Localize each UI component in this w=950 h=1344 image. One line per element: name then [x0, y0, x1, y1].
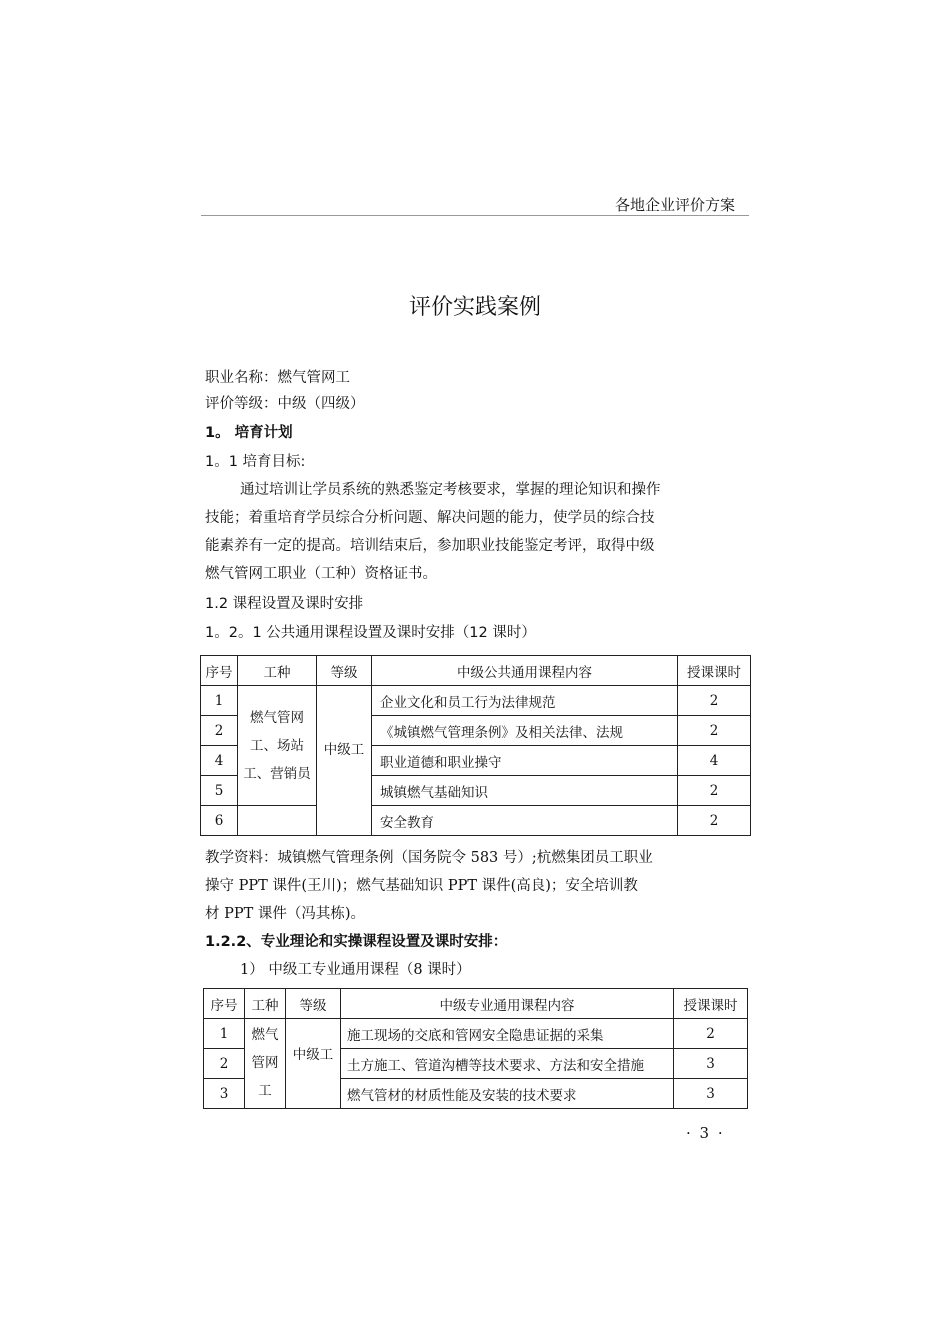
course-hours: 3 [674, 1079, 748, 1109]
table-row [204, 1019, 748, 1049]
materials-line-3: 材 PPT 课件（冯其栋)。 [205, 906, 366, 922]
section-1-2-1-heading: 1。2。1 公共通用课程设置及课时安排（12 课时） [205, 625, 536, 641]
course-content: 职业道德和职业操守 [372, 746, 678, 776]
header-cell: 中级专业通用课程内容 [341, 989, 674, 1019]
row-number: 4 [201, 746, 238, 776]
row-number: 2 [201, 716, 238, 746]
course-hours: 2 [678, 806, 751, 836]
job-type-line: 工、营销员 [243, 765, 311, 782]
level-cell: 中级工 [317, 686, 372, 836]
goal-line-4: 燃气管网工职业（工种）资格证书。 [205, 566, 437, 582]
header-cell: 序号 [201, 656, 238, 686]
course-content: 土方施工、管道沟槽等技术要求、方法和安全措施 [341, 1049, 674, 1079]
professional-course-table [203, 988, 748, 1109]
row-number: 3 [204, 1079, 245, 1109]
job-type-line: 工 [258, 1083, 272, 1099]
goal-line-3: 能素养有一定的提高。培训结束后，参加职业技能鉴定考评，取得中级 [205, 538, 655, 554]
row-number: 5 [201, 776, 238, 806]
row-number: 2 [204, 1049, 245, 1079]
course-content: 施工现场的交底和管网安全隐患证据的采集 [341, 1019, 674, 1049]
section-1-2-heading: 1.2 课程设置及课时安排 [205, 596, 364, 612]
job-type-line: 工、场站 [250, 737, 304, 754]
page-title: 评价实践案例 [408, 295, 541, 320]
header-cell: 授课课时 [674, 989, 748, 1019]
course-content: 《城镇燃气管理条例》及相关法律、法规 [372, 716, 678, 746]
occupation-line: 职业名称：燃气管网工 [205, 370, 350, 386]
course-hours: 2 [678, 716, 751, 746]
running-header: 各地企业评价方案 [614, 196, 735, 214]
row-number: 1 [201, 686, 238, 716]
job-type-line: 管网 [251, 1055, 279, 1071]
header-cell: 中级公共通用课程内容 [372, 656, 678, 686]
job-type-cell [238, 686, 317, 806]
section-1-heading: 1。 培育计划 [205, 425, 293, 441]
goal-line-2: 技能；着重培育学员综合分析问题、解决问题的能力，使学员的综合技 [205, 510, 655, 526]
header-cell: 授课课时 [678, 656, 751, 686]
job-type-line: 燃气 [251, 1027, 279, 1043]
materials-line-2: 操守 PPT 课件(王川)；燃气基础知识 PPT 课件(高良)；安全培训教 [205, 878, 638, 894]
page-number: · 3 · [686, 1124, 725, 1142]
header-cell: 工种 [245, 989, 286, 1019]
course-hours: 2 [678, 686, 751, 716]
header-cell: 序号 [204, 989, 245, 1019]
course-content: 城镇燃气基础知识 [372, 776, 678, 806]
course-content: 安全教育 [372, 806, 678, 836]
header-rule [201, 215, 749, 216]
job-type-cell [245, 1019, 286, 1109]
header-cell: 工种 [238, 656, 317, 686]
course-content: 企业文化和员工行为法律规范 [372, 686, 678, 716]
course-hours: 4 [678, 746, 751, 776]
course-hours: 3 [674, 1049, 748, 1079]
header-cell: 等级 [317, 656, 372, 686]
section-1-2-2-subheading: 1） 中级工专业通用课程（8 课时） [240, 962, 471, 978]
job-type-cell-continued [238, 806, 317, 836]
section-1-2-2-heading: 1.2.2、专业理论和实操课程设置及课时安排： [205, 934, 508, 950]
row-number: 1 [204, 1019, 245, 1049]
section-1-1-heading: 1。1 培育目标: [205, 454, 306, 470]
public-course-table [200, 655, 751, 836]
level-cell: 中级工 [286, 1019, 341, 1109]
course-hours: 2 [674, 1019, 748, 1049]
job-type-line: 燃气管网 [250, 709, 304, 726]
course-content: 燃气管材的材质性能及安装的技术要求 [341, 1079, 674, 1109]
course-hours: 2 [678, 776, 751, 806]
header-cell: 等级 [286, 989, 341, 1019]
table-row [201, 806, 751, 836]
level-line: 评价等级：中级（四级） [205, 396, 365, 412]
row-number: 6 [201, 806, 238, 836]
table-row [201, 686, 751, 716]
goal-line-1: 通过培训让学员系统的熟悉鉴定考核要求，掌握的理论知识和操作 [240, 482, 661, 498]
materials-line-1: 教学资料：城镇燃气管理条例（国务院令 583 号）;杭燃集团员工职业 [205, 850, 653, 866]
